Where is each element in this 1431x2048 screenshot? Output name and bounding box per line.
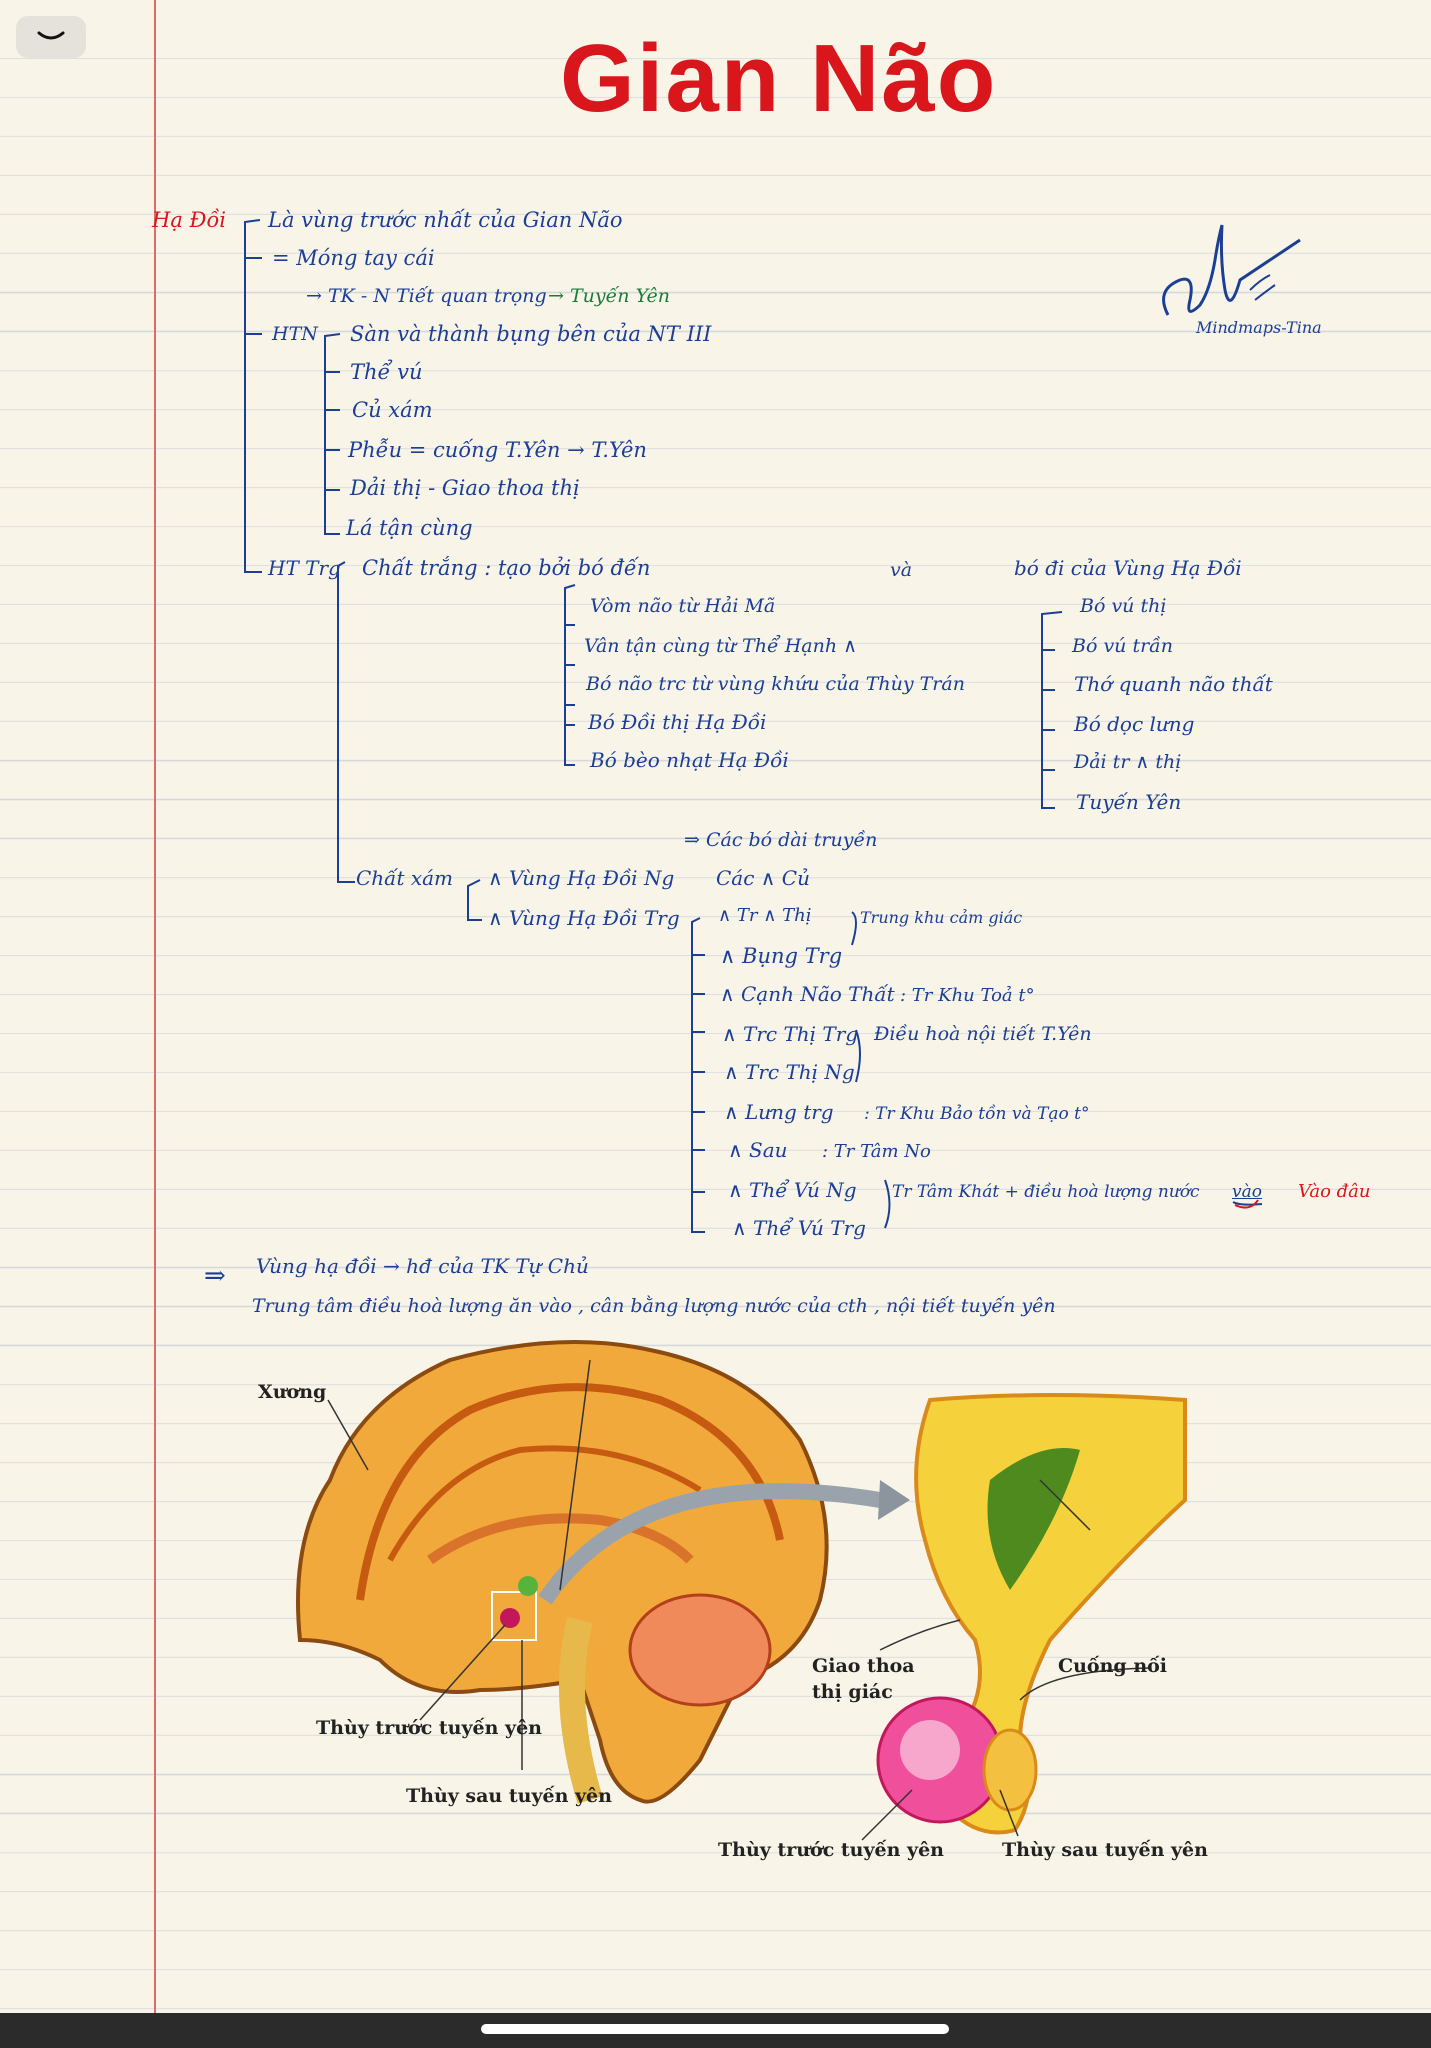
htn-item: Dải thị - Giao thoa thị — [350, 476, 580, 500]
htn-item: Phễu = cuống T.Yên → T.Yên — [348, 438, 647, 462]
question-note: Vào đâu — [1298, 1181, 1371, 1202]
branch-label-httrg: HT Trg — [268, 556, 341, 580]
efferent-item: Bó dọc lưng — [1074, 712, 1195, 736]
summary-line: Vùng hạ đồi → hđ của TK Tự Chủ — [256, 1254, 589, 1278]
note-line: → TK - N Tiết quan trọng — [306, 285, 547, 307]
nucleus-item: ∧ Trc Thị Trg — [722, 1022, 859, 1046]
nucleus-item: ∧ Bụng Trg — [720, 944, 843, 968]
diagram-label: Thùy sau tuyến yên — [406, 1785, 612, 1807]
lateral-area-label: ∧ Vùng Hạ Đồi Ng — [488, 866, 675, 890]
nucleus-item: ∧ Thể Vú Ng — [728, 1178, 857, 1202]
nucleus-function: : Tr Tâm No — [822, 1141, 931, 1162]
diagram-label: Thùy trước tuyến yên — [316, 1717, 542, 1739]
efferent-item: Bó vú thị — [1080, 595, 1167, 617]
nucleus-item: ∧ Sau — [728, 1138, 788, 1162]
diagram-label: Xương — [258, 1381, 327, 1403]
diagram-label: Cuống nối — [1058, 1655, 1168, 1677]
efferent-item: Thớ quanh não thất — [1074, 672, 1273, 696]
note-line: = Móng tay cái — [272, 246, 435, 270]
diagram-label: Giao thoa — [812, 1655, 915, 1677]
htn-item: Sàn và thành bụng bên của NT III — [350, 322, 712, 346]
htn-item: Thể vú — [350, 360, 423, 384]
afferent-item: Vân tận cùng từ Thể Hạnh ∧ — [584, 635, 858, 657]
page-title: Gian Não — [560, 25, 998, 132]
medial-area-label: ∧ Vùng Hạ Đồi Trg — [488, 906, 680, 930]
htn-item: Lá tận cùng — [346, 516, 473, 540]
nucleus-function-highlight: vào — [1232, 1182, 1262, 1202]
conjunction-text: và — [890, 559, 913, 581]
branch-label-htn: HTN — [272, 323, 318, 345]
diagram-label: Thùy sau tuyến yên — [1002, 1839, 1208, 1861]
efferent-item: Tuyến Yên — [1076, 790, 1182, 814]
nucleus-function: Tr Tâm Khát + điều hoà lượng nước — [892, 1182, 1200, 1202]
cerebellum-illustration — [630, 1595, 770, 1705]
note-highlight: → Tuyến Yên — [548, 285, 670, 307]
note-line: Là vùng trước nhất của Gian Não — [268, 208, 623, 232]
afferent-item: Bó Đồi thị Hạ Đồi — [588, 710, 767, 734]
efferent-heading: bó đi của Vùng Hạ Đồi — [1014, 556, 1242, 580]
nucleus-item: ∧ Thể Vú Trg — [732, 1216, 866, 1240]
nucleus-item: ∧ Cạnh Não Thất — [720, 982, 895, 1006]
nucleus-function: : Tr Khu Toả t° — [900, 985, 1035, 1006]
nucleus-item: ∧ Lưng trg — [724, 1100, 834, 1124]
afferent-item: Bó bèo nhạt Hạ Đồi — [590, 748, 789, 772]
gray-matter-heading: Chất xám — [356, 866, 454, 890]
nucleus-item: ∧ Tr ∧ Thị — [718, 905, 812, 926]
nucleus-function: Điều hoà nội tiết T.Yên — [874, 1023, 1092, 1045]
white-matter-heading: Chất trắng : tạo bởi bó đến — [362, 556, 651, 580]
home-indicator[interactable] — [481, 2024, 949, 2034]
main-topic-label: Hạ Đồi — [152, 208, 227, 232]
efferent-item: Bó vú trần — [1072, 635, 1174, 657]
htn-item: Củ xám — [352, 398, 433, 422]
efferent-item: Dải tr ∧ thị — [1074, 751, 1182, 773]
tuber-nuclei-label: Các ∧ Củ — [716, 866, 810, 890]
diagram-label: Thùy trước tuyến yên — [718, 1839, 944, 1861]
summary-line: Trung tâm điều hoà lượng ăn vào , cân bằng lượng nước của cth , nội tiết tuyến yên — [252, 1295, 1056, 1317]
diagram-label: thị giác — [812, 1681, 893, 1703]
signature-caption: Mindmaps-Tina — [1196, 318, 1322, 337]
summary-arrow: ⇒ — [204, 1261, 226, 1291]
afferent-item: Bó não trc từ vùng khứu của Thùy Trán — [586, 673, 965, 695]
nucleus-function: : Tr Khu Bảo tồn và Tạo t° — [864, 1104, 1090, 1124]
nucleus-function: Trung khu cảm giác — [860, 908, 1023, 927]
long-tracts-note: ⇒ Các bó dài truyền — [684, 829, 878, 851]
afferent-item: Vòm não từ Hải Mã — [590, 595, 776, 617]
nucleus-item: ∧ Trc Thị Ng — [724, 1060, 855, 1084]
